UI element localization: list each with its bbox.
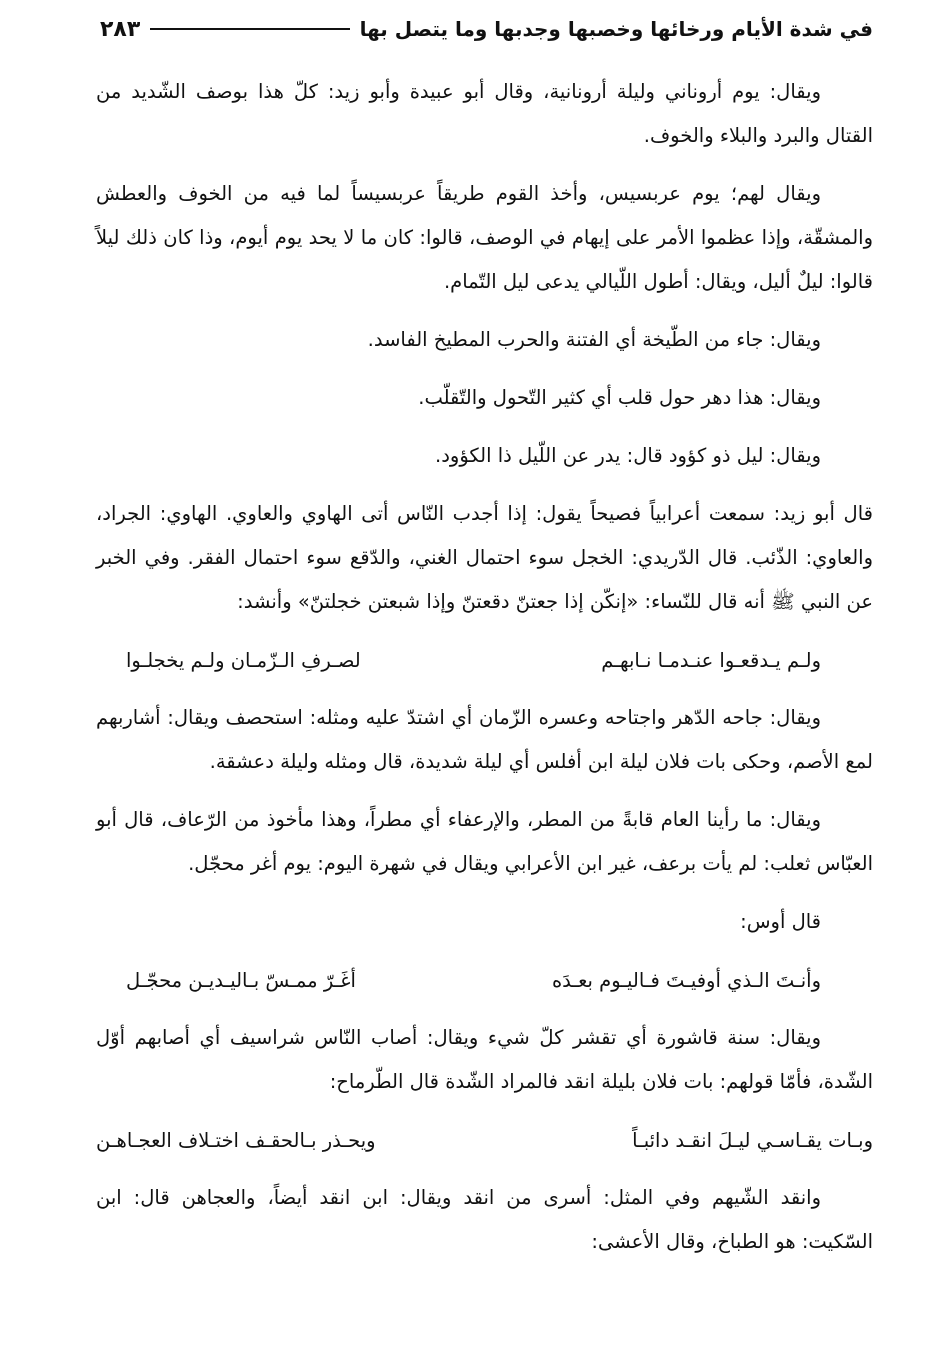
page-body: [96, 70, 873, 1278]
verse-2: [96, 958, 873, 1002]
paragraph-4: ويقال: هذا دهر حول قلب أي كثير التّحول والتّقلّب.: [418, 386, 821, 409]
header-rule: [150, 28, 349, 30]
verse-1: [96, 638, 873, 682]
page-number: ٢٨٣: [100, 16, 141, 42]
paragraph-6: قال أبو زيد: سمعت أعرابياً فصيحاً يقول: إذا أجدب النّاس أتى الهاوي والعاوي. الهاوي: الجراد، والعاوي: الذّئب. قال الدّريدي: الخجل سوء احتمال الغني، والدّقع سوء احتمال الفقر. وفي الخبر عن النبي ﷺ أنه قال للنّساء: «إنكّن إذا جعتنّ دقعتنّ وإذا شبعتن خجلتنّ» وأنشد:: [96, 502, 873, 613]
verse-2-first-hemistich: وأنـتَ الـذي أوفيـتَ فـاليـوم بعـدَه: [551, 968, 821, 992]
paragraph-10: ويقال: سنة قاشورة أي تقشر كلّ شيء ويقال: أصاب النّاس شراسيف أي أصابهم أوّل الشّدة، فأمّا قولهم: بات فلان بليلة انقد فالمراد الشّدة قال الطّرماح:: [96, 1026, 873, 1093]
verse-3-second-hemistich: ويحـذر بـالحقـف اختـلاف العجـاهـن: [96, 1128, 376, 1152]
paragraph-3: ويقال: جاء من الطّيخة أي الفتنة والحرب المطيخ الفاسد.: [367, 328, 821, 351]
page-header: [100, 12, 873, 46]
paragraph-9: قال أوس:: [740, 910, 821, 933]
paragraph-2: ويقال لهم؛ يوم عربسيس، وأخذ القوم طريقاً عربسيساً لما فيه من الخوف والعطش والمشقّة، وإذا عظموا الأمر على إيهام في الوصف، قالوا: كان ما لا يحد يوم أيوم، وذا كان ذلك ليلاً قالوا: ليلٌ أليل، ويقال: أطول اللّيالي يدعى ليل التّمام.: [96, 182, 873, 293]
verse-3-first-hemistich: وبـات يقـاسـي ليـلَ انقـد دائبـاً: [632, 1128, 873, 1152]
paragraph-5: ويقال: ليل ذو كؤود قال: يدر عن اللّيل ذا الكؤود.: [435, 444, 821, 467]
paragraph-1: ويقال: يوم أروناني وليلة أرونانية، وقال أبو عبيدة وأبو زيد: كلّ هذا بوصف الشّديد من القتال والبرد والبلاء والخوف.: [96, 80, 873, 147]
paragraph-11: وانقد الشّيهم وفي المثل: أسرى من انقد ويقال: ابن انقد أيضاً، والعجاهن قال: ابن السّكيت: هو الطباخ، وقال الأعشى:: [96, 1186, 873, 1253]
running-title: في شدة الأيام ورخائها وخصبها وجدبها وما يتصل بها: [359, 17, 873, 41]
verse-3: [96, 1118, 873, 1162]
paragraph-7: ويقال: جاحه الدّهر واجتاحه وعسره الزّمان أي اشتدّ عليه ومثله: استحصف ويقال: أشاربهم لمع الأصم، وحكى بات فلان ليلة ابن أفلس أي ليلة شديدة، قال ومثله وليلة دعشقة.: [96, 706, 873, 773]
paragraph-8: ويقال: ما رأينا العام قابةً من المطر، والإرعفاء أي مطراً، وهذا مأخوذ من الرّعاف، قال أبو العبّاس ثعلب: لم يأت برعف، غير ابن الأعرابي ويقال في شهرة اليوم: يوم أغر محجّل.: [96, 808, 873, 875]
verse-2-second-hemistich: أغَـرّ ممـسّ بـاليـديـن محجّـل: [126, 968, 356, 992]
verse-1-second-hemistich: لصـرفِ الـزّمـان ولـم يخجلـوا: [126, 648, 361, 672]
verse-1-first-hemistich: ولـم يـدقعـوا عنـدمـا نـابهـم: [601, 648, 821, 672]
